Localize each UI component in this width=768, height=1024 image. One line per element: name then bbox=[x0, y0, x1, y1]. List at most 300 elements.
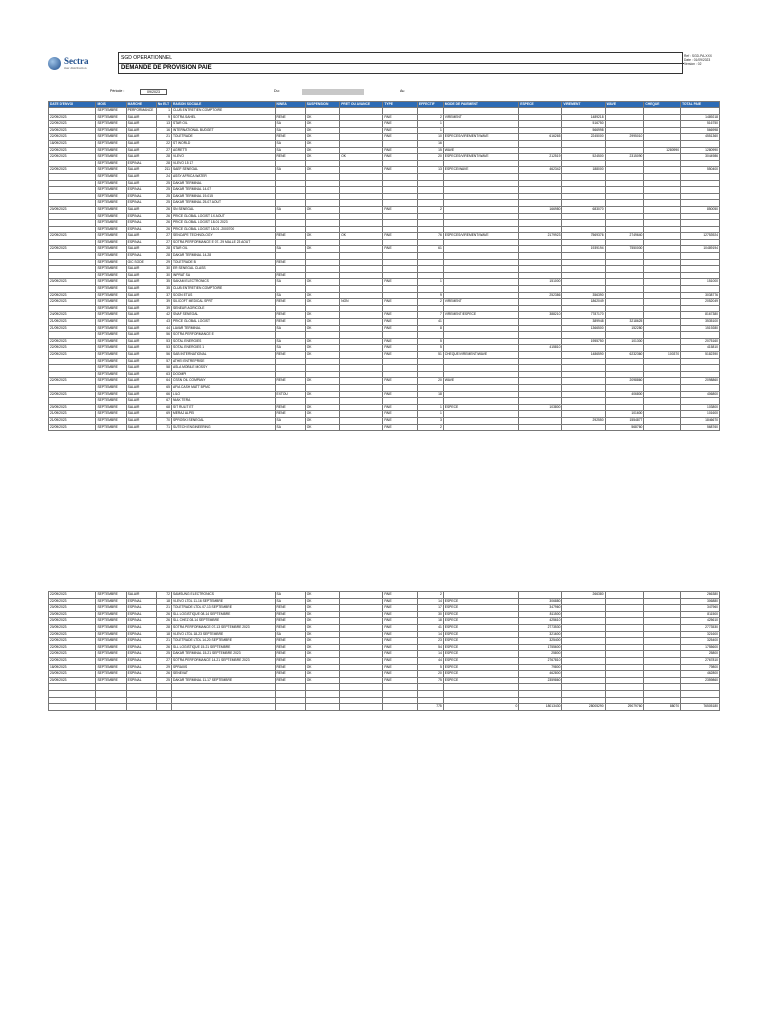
table-cell[interactable] bbox=[562, 618, 605, 625]
table-cell[interactable] bbox=[562, 371, 605, 378]
table-cell[interactable]: SALAIR bbox=[126, 378, 156, 385]
table-cell[interactable]: OK bbox=[305, 677, 340, 684]
table-cell[interactable]: PAIE bbox=[383, 338, 418, 345]
table-cell[interactable]: PAIE bbox=[383, 424, 418, 431]
table-cell[interactable]: SALAIR bbox=[126, 292, 156, 299]
table-cell[interactable] bbox=[519, 398, 562, 405]
table-cell[interactable] bbox=[605, 592, 644, 599]
table-cell[interactable]: OK bbox=[305, 114, 340, 121]
table-cell[interactable]: ESPINAL bbox=[126, 624, 156, 631]
table-cell[interactable] bbox=[340, 206, 383, 213]
table-cell[interactable]: PAIE bbox=[383, 598, 418, 605]
table-cell[interactable]: 14 bbox=[417, 631, 443, 638]
table-cell[interactable]: 66 bbox=[156, 391, 171, 398]
table-cell[interactable]: OK bbox=[305, 664, 340, 671]
table-cell[interactable]: PAIE bbox=[383, 411, 418, 418]
table-cell[interactable]: 1846670 bbox=[681, 417, 720, 424]
table-cell[interactable] bbox=[49, 332, 96, 339]
table-cell[interactable] bbox=[443, 140, 519, 147]
table-cell[interactable] bbox=[644, 624, 681, 631]
table-cell[interactable]: ESPINAL bbox=[126, 631, 156, 638]
table-cell[interactable]: OK bbox=[305, 598, 340, 605]
table-cell[interactable]: 9 bbox=[156, 114, 171, 121]
table-cell[interactable]: 43 bbox=[156, 319, 171, 326]
table-cell[interactable]: SEPTEMBRE bbox=[96, 187, 126, 194]
table-cell[interactable]: RENE bbox=[275, 611, 305, 618]
table-cell[interactable] bbox=[681, 684, 720, 691]
table-cell[interactable] bbox=[644, 378, 681, 385]
table-cell[interactable]: SA bbox=[275, 121, 305, 128]
table-cell[interactable] bbox=[340, 358, 383, 365]
table-cell[interactable]: 1 bbox=[417, 127, 443, 134]
table-cell[interactable]: 25800 bbox=[519, 651, 562, 658]
table-cell[interactable] bbox=[562, 160, 605, 167]
table-cell[interactable]: RENE bbox=[275, 618, 305, 625]
table-cell[interactable]: SN SENEGAL bbox=[171, 206, 275, 213]
table-cell[interactable] bbox=[562, 378, 605, 385]
table-cell[interactable] bbox=[644, 220, 681, 227]
table-cell[interactable]: ESPECES/VIREMENT/WAVE bbox=[443, 233, 519, 240]
table-cell[interactable]: RENE bbox=[275, 671, 305, 678]
table-cell[interactable]: VLEVO 15 17 bbox=[171, 160, 275, 167]
table-cell[interactable] bbox=[305, 193, 340, 200]
table-cell[interactable]: 65 bbox=[156, 384, 171, 391]
table-cell[interactable]: SEPTEMBRE bbox=[96, 140, 126, 147]
table-cell[interactable]: SALAIR bbox=[126, 140, 156, 147]
table-cell[interactable] bbox=[275, 332, 305, 339]
table-cell[interactable]: 53 bbox=[156, 338, 171, 345]
table-cell[interactable]: 22/09/2023 bbox=[49, 598, 96, 605]
table-cell[interactable]: OK bbox=[305, 624, 340, 631]
table-cell[interactable]: 28 bbox=[156, 253, 171, 260]
table-cell[interactable]: EXTOU bbox=[275, 391, 305, 398]
table-cell[interactable] bbox=[605, 226, 644, 233]
table-cell[interactable]: SALAIR bbox=[126, 319, 156, 326]
table-cell[interactable] bbox=[519, 108, 562, 115]
table-cell[interactable]: RENE bbox=[275, 411, 305, 418]
table-cell[interactable]: OK bbox=[305, 671, 340, 678]
table-cell[interactable]: 1 bbox=[417, 404, 443, 411]
table-cell[interactable]: WAVE bbox=[443, 147, 519, 154]
table-cell[interactable]: ESPINAL bbox=[126, 226, 156, 233]
table-cell[interactable]: 16 bbox=[156, 127, 171, 134]
table-cell[interactable]: 2 bbox=[417, 592, 443, 599]
table-cell[interactable]: 6232360 bbox=[605, 351, 644, 358]
table-cell[interactable]: 568760 bbox=[605, 424, 644, 431]
table-cell[interactable] bbox=[605, 345, 644, 352]
table-cell[interactable]: 212519 bbox=[519, 154, 562, 161]
table-cell[interactable] bbox=[417, 253, 443, 260]
table-cell[interactable] bbox=[443, 411, 519, 418]
table-cell[interactable] bbox=[340, 384, 383, 391]
table-cell[interactable] bbox=[340, 200, 383, 207]
table-cell[interactable]: RENE bbox=[275, 114, 305, 121]
table-cell[interactable] bbox=[605, 312, 644, 319]
table-cell[interactable]: 22/09/2023 bbox=[49, 391, 96, 398]
table-cell[interactable]: PAIE bbox=[383, 312, 418, 319]
table-cell[interactable]: 51 bbox=[417, 351, 443, 358]
table-cell[interactable]: 266380 bbox=[562, 592, 605, 599]
table-cell[interactable] bbox=[443, 338, 519, 345]
table-cell[interactable] bbox=[305, 253, 340, 260]
table-cell[interactable]: 101600 bbox=[681, 411, 720, 418]
table-cell[interactable] bbox=[305, 259, 340, 266]
table-cell[interactable]: 516750 bbox=[681, 121, 720, 128]
table-cell[interactable]: 2 bbox=[417, 424, 443, 431]
table-cell[interactable] bbox=[340, 167, 383, 174]
table-cell[interactable] bbox=[519, 121, 562, 128]
table-cell[interactable]: PAIE bbox=[383, 677, 418, 684]
table-cell[interactable]: VLEVO bbox=[171, 154, 275, 161]
table-cell[interactable]: 22/09/2023 bbox=[49, 121, 96, 128]
table-cell[interactable]: 58 bbox=[156, 365, 171, 372]
table-cell[interactable] bbox=[605, 272, 644, 279]
table-cell[interactable]: OK bbox=[305, 299, 340, 306]
table-cell[interactable]: 27 bbox=[156, 657, 171, 664]
table-cell[interactable]: 41 bbox=[417, 319, 443, 326]
table-cell[interactable] bbox=[443, 253, 519, 260]
table-cell[interactable]: ESPECE bbox=[443, 677, 519, 684]
table-cell[interactable] bbox=[605, 384, 644, 391]
table-cell[interactable] bbox=[519, 239, 562, 246]
table-cell[interactable]: 30 bbox=[156, 272, 171, 279]
table-cell[interactable] bbox=[417, 108, 443, 115]
table-cell[interactable] bbox=[562, 684, 605, 691]
table-cell[interactable] bbox=[383, 365, 418, 372]
table-cell[interactable]: 18/09/2023 bbox=[49, 140, 96, 147]
table-cell[interactable]: SEPTEMBRE bbox=[96, 154, 126, 161]
table-cell[interactable]: OK bbox=[305, 411, 340, 418]
table-cell[interactable]: 20/09/2023 bbox=[49, 206, 96, 213]
table-cell[interactable]: 2767810 bbox=[519, 657, 562, 664]
table-cell[interactable]: SEPTEMBRE bbox=[96, 253, 126, 260]
table-cell[interactable]: OK bbox=[305, 325, 340, 332]
table-cell[interactable] bbox=[49, 200, 96, 207]
table-cell[interactable]: RENE bbox=[275, 605, 305, 612]
table-cell[interactable]: SNAF SENEGAL bbox=[171, 312, 275, 319]
table-cell[interactable]: SALAIR bbox=[126, 424, 156, 431]
table-cell[interactable] bbox=[383, 332, 418, 339]
table-cell[interactable] bbox=[49, 213, 96, 220]
table-cell[interactable] bbox=[644, 631, 681, 638]
table-cell[interactable] bbox=[383, 160, 418, 167]
table-cell[interactable]: SEPTEMBRE bbox=[96, 266, 126, 273]
table-cell[interactable] bbox=[605, 358, 644, 365]
table-cell[interactable]: RENE bbox=[275, 272, 305, 279]
table-cell[interactable] bbox=[519, 259, 562, 266]
table-cell[interactable]: SEPTEMBRE bbox=[96, 631, 126, 638]
table-cell[interactable]: GIC SODE bbox=[126, 259, 156, 266]
table-cell[interactable] bbox=[605, 121, 644, 128]
table-cell[interactable]: 22/09/2023 bbox=[49, 147, 96, 154]
table-cell[interactable] bbox=[605, 638, 644, 645]
table-cell[interactable]: 2 bbox=[417, 114, 443, 121]
table-cell[interactable] bbox=[156, 684, 171, 691]
table-cell[interactable]: PAIE bbox=[383, 233, 418, 240]
table-cell[interactable] bbox=[681, 365, 720, 372]
table-cell[interactable]: 70 bbox=[156, 417, 171, 424]
table-cell[interactable]: PAIE bbox=[383, 644, 418, 651]
table-cell[interactable] bbox=[519, 213, 562, 220]
table-cell[interactable]: DAKAR TERMINAL 11-17 SEPTEMBRE bbox=[171, 677, 275, 684]
table-cell[interactable] bbox=[417, 193, 443, 200]
table-cell[interactable] bbox=[605, 193, 644, 200]
table-cell[interactable] bbox=[275, 286, 305, 293]
table-cell[interactable]: PAIE bbox=[383, 206, 418, 213]
table-cell[interactable]: SEPTEMBRE bbox=[96, 127, 126, 134]
table-cell[interactable]: SILICOFT MEDICAL SPRT bbox=[171, 299, 275, 306]
table-cell[interactable] bbox=[305, 358, 340, 365]
table-cell[interactable]: SEPTEMBRE bbox=[96, 345, 126, 352]
table-cell[interactable] bbox=[519, 358, 562, 365]
table-cell[interactable]: 1 bbox=[156, 108, 171, 115]
table-cell[interactable] bbox=[519, 220, 562, 227]
table-cell[interactable] bbox=[340, 417, 383, 424]
table-cell[interactable]: ASLA MOBILE MOSSY bbox=[171, 365, 275, 372]
table-cell[interactable] bbox=[383, 213, 418, 220]
table-cell[interactable]: 100370 bbox=[644, 351, 681, 358]
table-cell[interactable] bbox=[644, 391, 681, 398]
table-cell[interactable] bbox=[49, 697, 96, 704]
table-cell[interactable] bbox=[340, 239, 383, 246]
table-cell[interactable] bbox=[340, 605, 383, 612]
table-cell[interactable]: PRICE GLOBAL LOGIST bbox=[171, 319, 275, 326]
table-cell[interactable] bbox=[644, 651, 681, 658]
table-cell[interactable]: 20/09/2023 bbox=[49, 624, 96, 631]
table-cell[interactable] bbox=[562, 391, 605, 398]
table-cell[interactable] bbox=[562, 358, 605, 365]
table-cell[interactable]: SLL LOGISTIQUE 08-14 SEPTEMBRE bbox=[171, 611, 275, 618]
table-cell[interactable]: SA bbox=[275, 206, 305, 213]
table-cell[interactable] bbox=[443, 246, 519, 253]
table-cell[interactable] bbox=[49, 690, 96, 697]
table-cell[interactable]: SALAIR bbox=[126, 154, 156, 161]
table-cell[interactable] bbox=[644, 697, 681, 704]
table-cell[interactable]: TOLETRADE LTDL 07-13 SEPTEMBRE bbox=[171, 605, 275, 612]
table-cell[interactable]: SEPTEMBRE bbox=[96, 121, 126, 128]
table-cell[interactable]: 26 bbox=[156, 226, 171, 233]
table-cell[interactable]: TOLETRADE LTDL 14-20 SEPTEMBRE bbox=[171, 638, 275, 645]
table-cell[interactable]: 79800 bbox=[681, 664, 720, 671]
table-cell[interactable]: ESPECE bbox=[443, 664, 519, 671]
table-cell[interactable]: MERAJ ALPEI bbox=[171, 411, 275, 418]
table-cell[interactable]: SA bbox=[275, 127, 305, 134]
table-cell[interactable]: 68 bbox=[156, 404, 171, 411]
table-cell[interactable] bbox=[383, 371, 418, 378]
table-cell[interactable]: VIREMENT/ESPECE bbox=[443, 312, 519, 319]
table-cell[interactable]: 20/09/2023 bbox=[49, 611, 96, 618]
table-cell[interactable]: SEPTEMBRE bbox=[96, 378, 126, 385]
table-cell[interactable]: 850050 bbox=[681, 206, 720, 213]
table-cell[interactable]: SEPTEMBRE bbox=[96, 312, 126, 319]
table-cell[interactable]: 25 bbox=[156, 677, 171, 684]
table-cell[interactable] bbox=[605, 624, 644, 631]
table-cell[interactable] bbox=[443, 200, 519, 207]
table-cell[interactable] bbox=[340, 677, 383, 684]
table-cell[interactable]: OK bbox=[305, 618, 340, 625]
table-cell[interactable]: 22/09/2023 bbox=[49, 292, 96, 299]
table-cell[interactable]: SIT RULIT ET bbox=[171, 404, 275, 411]
table-cell[interactable]: 406800 bbox=[605, 391, 644, 398]
table-cell[interactable] bbox=[644, 193, 681, 200]
table-cell[interactable]: 347960 bbox=[681, 605, 720, 612]
table-cell[interactable] bbox=[275, 220, 305, 227]
table-cell[interactable] bbox=[644, 239, 681, 246]
table-cell[interactable]: PAIE bbox=[383, 671, 418, 678]
table-cell[interactable] bbox=[305, 213, 340, 220]
table-cell[interactable] bbox=[644, 305, 681, 312]
table-cell[interactable] bbox=[562, 187, 605, 194]
table-cell[interactable]: PAIE bbox=[383, 319, 418, 326]
table-cell[interactable]: WAVE bbox=[443, 378, 519, 385]
table-cell[interactable] bbox=[644, 345, 681, 352]
table-cell[interactable]: 21 bbox=[156, 134, 171, 141]
table-cell[interactable] bbox=[443, 345, 519, 352]
table-cell[interactable]: SALAIR bbox=[126, 371, 156, 378]
table-cell[interactable]: 24/09/2023 bbox=[49, 312, 96, 319]
table-cell[interactable] bbox=[519, 173, 562, 180]
table-cell[interactable] bbox=[383, 398, 418, 405]
table-cell[interactable]: 30 bbox=[156, 266, 171, 273]
table-cell[interactable] bbox=[519, 338, 562, 345]
table-cell[interactable] bbox=[275, 180, 305, 187]
table-cell[interactable]: 30 bbox=[417, 611, 443, 618]
table-cell[interactable] bbox=[519, 147, 562, 154]
table-cell[interactable] bbox=[383, 253, 418, 260]
table-cell[interactable]: NIAK TERA bbox=[171, 398, 275, 405]
table-cell[interactable] bbox=[340, 279, 383, 286]
table-cell[interactable]: SALAIR bbox=[126, 134, 156, 141]
table-cell[interactable] bbox=[443, 358, 519, 365]
table-cell[interactable] bbox=[340, 345, 383, 352]
table-cell[interactable] bbox=[383, 384, 418, 391]
table-cell[interactable] bbox=[519, 286, 562, 293]
table-cell[interactable] bbox=[126, 684, 156, 691]
table-cell[interactable]: OK bbox=[305, 351, 340, 358]
table-cell[interactable] bbox=[605, 631, 644, 638]
table-cell[interactable]: OK bbox=[305, 127, 340, 134]
table-cell[interactable] bbox=[562, 664, 605, 671]
table-cell[interactable] bbox=[605, 664, 644, 671]
table-cell[interactable]: 22/09/2023 bbox=[49, 154, 96, 161]
table-cell[interactable] bbox=[562, 253, 605, 260]
table-cell[interactable]: OK bbox=[305, 338, 340, 345]
table-cell[interactable] bbox=[340, 160, 383, 167]
table-cell[interactable] bbox=[383, 187, 418, 194]
table-cell[interactable] bbox=[417, 180, 443, 187]
table-cell[interactable] bbox=[681, 160, 720, 167]
table-cell[interactable]: ESPECE bbox=[443, 638, 519, 645]
table-cell[interactable] bbox=[417, 272, 443, 279]
table-cell[interactable]: OK bbox=[305, 121, 340, 128]
table-cell[interactable] bbox=[681, 259, 720, 266]
table-cell[interactable] bbox=[681, 272, 720, 279]
table-cell[interactable]: SALAIR bbox=[126, 246, 156, 253]
table-cell[interactable]: SEPTEMBRE bbox=[96, 246, 126, 253]
table-cell[interactable] bbox=[383, 239, 418, 246]
table-cell[interactable]: PAIE bbox=[383, 605, 418, 612]
table-cell[interactable] bbox=[305, 108, 340, 115]
table-cell[interactable]: 5 bbox=[417, 338, 443, 345]
table-cell[interactable] bbox=[644, 644, 681, 651]
table-cell[interactable]: 462800 bbox=[681, 671, 720, 678]
table-cell[interactable]: 27 bbox=[156, 233, 171, 240]
table-cell[interactable] bbox=[562, 690, 605, 697]
table-cell[interactable] bbox=[443, 279, 519, 286]
table-cell[interactable]: 425610 bbox=[681, 618, 720, 625]
table-cell[interactable]: ESPINAL bbox=[126, 657, 156, 664]
table-cell[interactable] bbox=[681, 239, 720, 246]
table-cell[interactable]: 425610 bbox=[519, 618, 562, 625]
table-cell[interactable] bbox=[605, 127, 644, 134]
table-cell[interactable] bbox=[644, 325, 681, 332]
table-cell[interactable]: PAIE bbox=[383, 325, 418, 332]
table-cell[interactable]: OK bbox=[305, 657, 340, 664]
table-cell[interactable]: SEPTEMBRE bbox=[96, 365, 126, 372]
table-cell[interactable]: SAEF SENEGAL bbox=[171, 167, 275, 174]
table-cell[interactable]: PAIE bbox=[383, 664, 418, 671]
table-cell[interactable] bbox=[605, 167, 644, 174]
table-cell[interactable]: SALAIR bbox=[126, 173, 156, 180]
table-cell[interactable] bbox=[681, 180, 720, 187]
table-cell[interactable] bbox=[443, 391, 519, 398]
table-cell[interactable] bbox=[519, 684, 562, 691]
table-cell[interactable] bbox=[681, 220, 720, 227]
table-cell[interactable]: RENE bbox=[275, 651, 305, 658]
table-cell[interactable] bbox=[383, 697, 418, 704]
table-cell[interactable] bbox=[644, 404, 681, 411]
table-cell[interactable]: 26 bbox=[156, 220, 171, 227]
table-cell[interactable] bbox=[96, 690, 126, 697]
table-cell[interactable]: 20/09/2023 bbox=[49, 671, 96, 678]
table-cell[interactable]: SEPTEMBRE bbox=[96, 332, 126, 339]
table-cell[interactable] bbox=[562, 611, 605, 618]
table-cell[interactable]: 20 bbox=[417, 154, 443, 161]
table-cell[interactable]: VIREMENT bbox=[443, 299, 519, 306]
table-cell[interactable]: RENE bbox=[275, 134, 305, 141]
table-cell[interactable] bbox=[417, 358, 443, 365]
table-cell[interactable]: ESPINAL bbox=[126, 598, 156, 605]
table-cell[interactable] bbox=[644, 332, 681, 339]
table-cell[interactable]: ESPINAL bbox=[126, 253, 156, 260]
table-cell[interactable]: DAKAR TERMINAL 14-07 bbox=[171, 187, 275, 194]
table-cell[interactable] bbox=[519, 299, 562, 306]
table-cell[interactable]: ESPECE bbox=[443, 657, 519, 664]
table-cell[interactable] bbox=[340, 644, 383, 651]
table-cell[interactable]: 2052049 bbox=[681, 299, 720, 306]
table-cell[interactable]: 1519280 bbox=[681, 325, 720, 332]
table-cell[interactable] bbox=[644, 417, 681, 424]
table-cell[interactable] bbox=[644, 187, 681, 194]
table-cell[interactable]: INTERNATIONAL BUDGET bbox=[171, 127, 275, 134]
table-cell[interactable]: SEPTEMBRE bbox=[96, 651, 126, 658]
table-cell[interactable]: 21/09/2023 bbox=[49, 325, 96, 332]
table-cell[interactable] bbox=[443, 286, 519, 293]
table-cell[interactable]: OK bbox=[305, 319, 340, 326]
table-cell[interactable]: 2767810 bbox=[681, 657, 720, 664]
table-cell[interactable] bbox=[644, 677, 681, 684]
table-cell[interactable]: 22/09/2023 bbox=[49, 424, 96, 431]
table-cell[interactable] bbox=[519, 319, 562, 326]
table-cell[interactable] bbox=[443, 220, 519, 227]
table-cell[interactable]: TOLETRADE bbox=[171, 134, 275, 141]
table-cell[interactable] bbox=[275, 365, 305, 372]
table-cell[interactable]: PAIE bbox=[383, 279, 418, 286]
table-cell[interactable] bbox=[305, 187, 340, 194]
table-cell[interactable]: ESPECE bbox=[443, 618, 519, 625]
table-cell[interactable] bbox=[275, 371, 305, 378]
table-cell[interactable]: 8167380 bbox=[681, 312, 720, 319]
